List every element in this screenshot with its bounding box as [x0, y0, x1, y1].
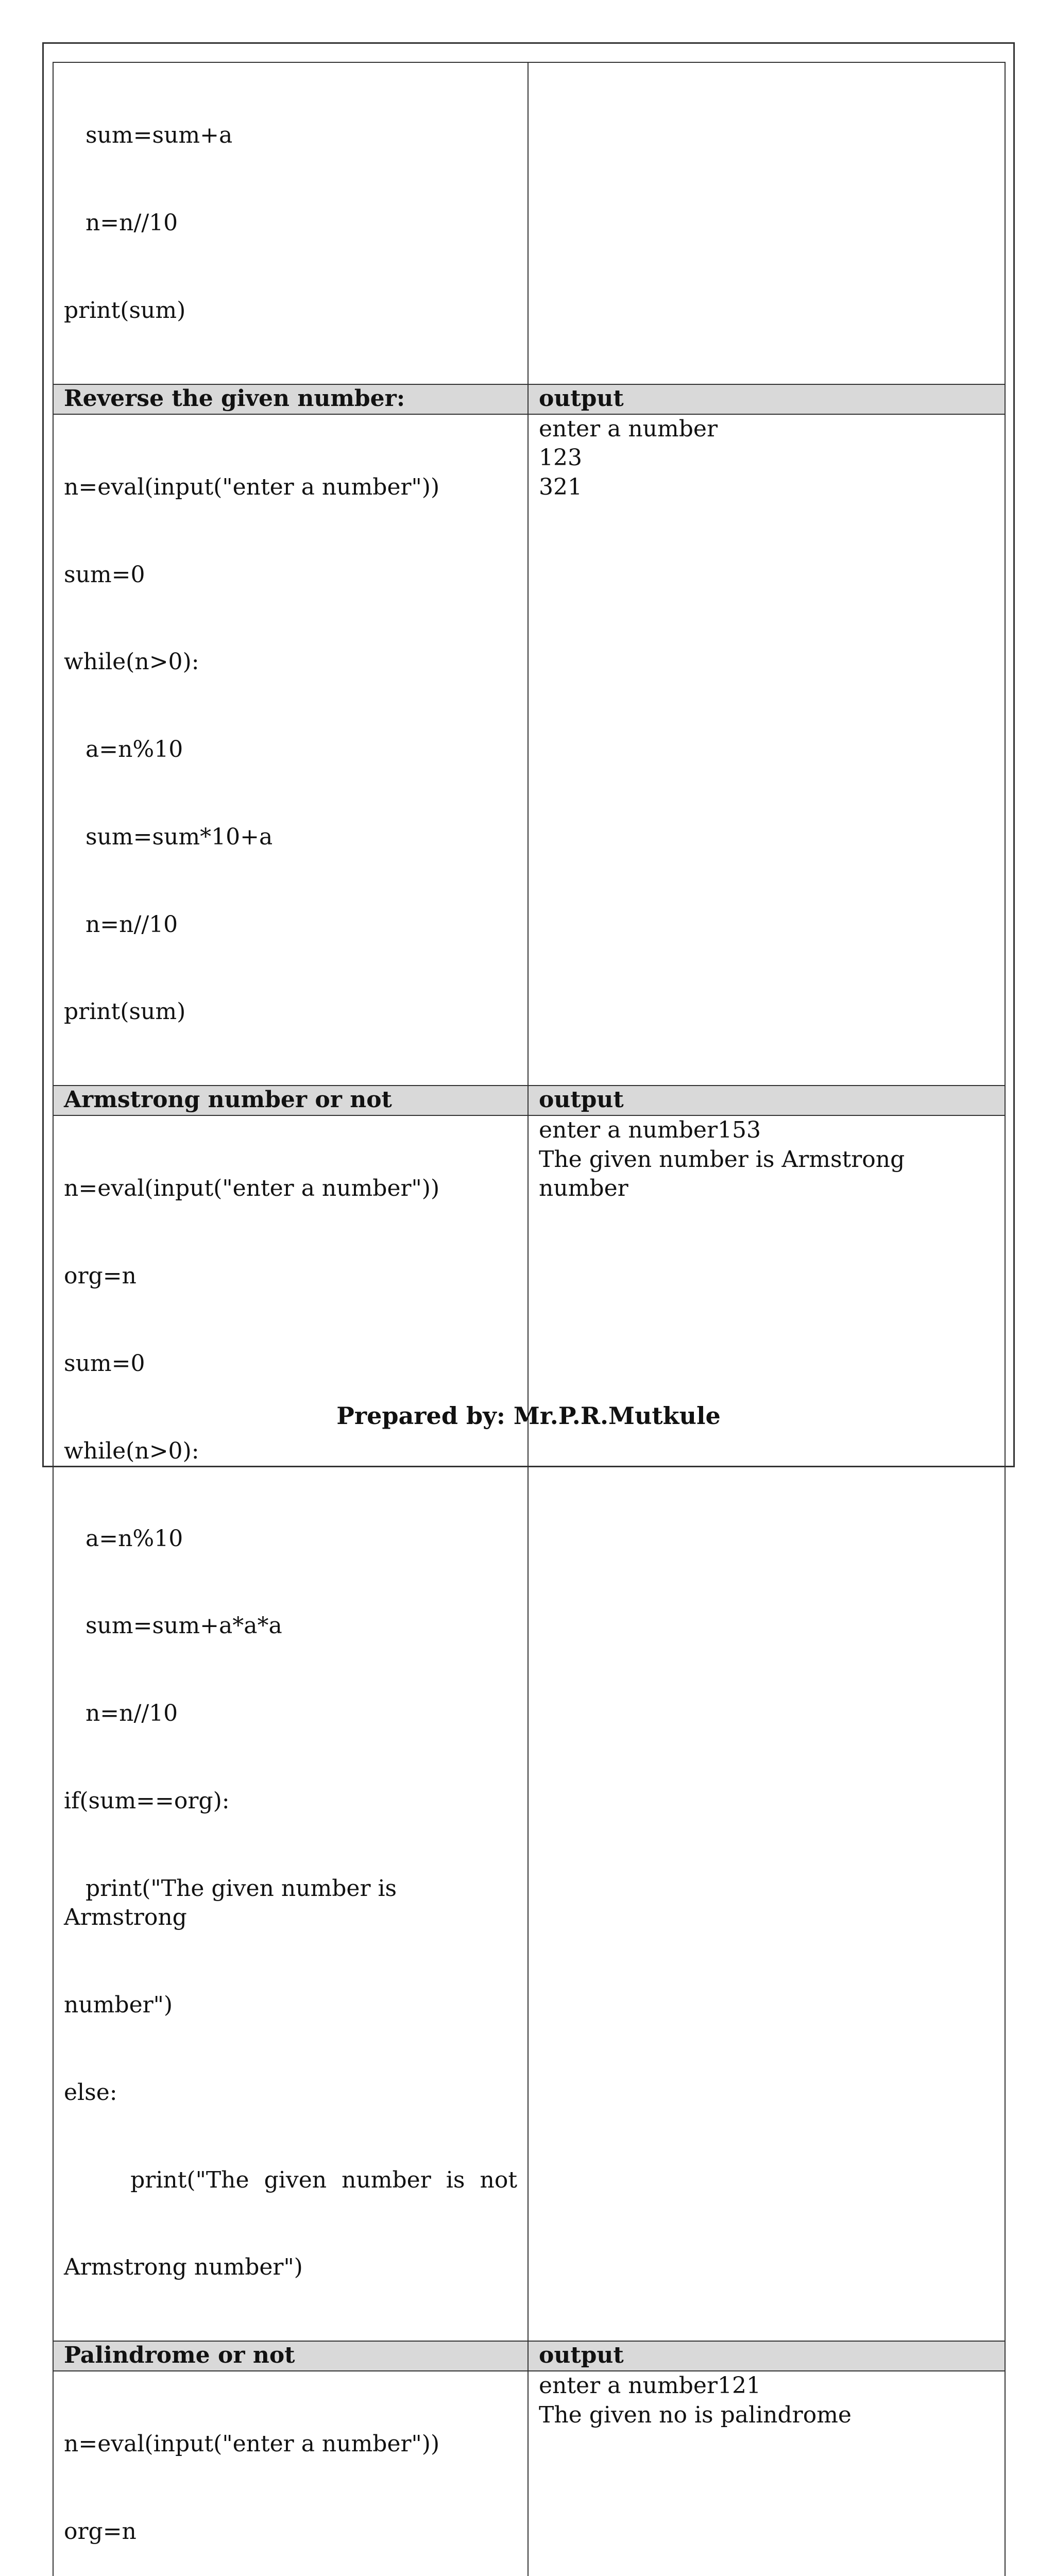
section-title: Palindrome or not: [53, 2341, 528, 2371]
code-line: print("The given number is Armstrong: [64, 1875, 404, 1931]
output-line: enter a number121: [539, 2372, 761, 2399]
output-label: output: [528, 2341, 1005, 2371]
output-line: 321: [539, 473, 582, 500]
code-line: while(n>0):: [64, 649, 199, 675]
code-line: sum=0: [64, 1350, 145, 1377]
code-line: while(n>0):: [64, 1437, 199, 1464]
code-line: a=n%10: [64, 736, 183, 763]
code-line: a=n%10: [64, 1525, 183, 1552]
section-body-armstrong: [53, 1115, 1005, 2341]
section-header-armstrong: [53, 1086, 1005, 1115]
code-line: n=n//10: [64, 911, 178, 938]
section-body-palindrome: [53, 2371, 1005, 2576]
code-line: org=n: [64, 2518, 137, 2545]
output-cell: [528, 2371, 1005, 2576]
output-line: The given no is palindrome: [539, 2401, 852, 2428]
program-table: [53, 62, 1006, 2576]
section-title: Reverse the given number:: [53, 384, 528, 414]
output-cell: [528, 1115, 1005, 2341]
section-body-reverse: [53, 414, 1005, 1086]
output-line: enter a number153: [539, 1117, 761, 1144]
code-cell: [53, 2371, 528, 2576]
code-cell: [53, 414, 528, 1086]
code-line: org=n: [64, 1263, 137, 1290]
output-line: 123: [539, 445, 582, 471]
output-line: The given number is Armstrong number: [539, 1146, 912, 1202]
code-line: number"): [64, 1992, 173, 2018]
code-line: n=n//10: [64, 209, 178, 236]
continuation-row: [53, 62, 1005, 384]
code-line: else:: [64, 2079, 117, 2106]
code-line: n=eval(input("enter a number")): [64, 2431, 440, 2458]
section-header-palindrome: [53, 2341, 1005, 2371]
code-cell: [53, 1115, 528, 2341]
code-line: n=eval(input("enter a number")): [64, 1175, 440, 1202]
code-line: sum=0: [64, 561, 145, 588]
continuation-code-cell: [53, 62, 528, 384]
code-line: print(sum): [64, 297, 186, 324]
output-cell: [528, 414, 1005, 1086]
code-line: if(sum==org):: [64, 1787, 230, 1814]
code-line: sum=sum*10+a: [64, 823, 273, 850]
code-line: Armstrong number"): [64, 2254, 303, 2281]
code-line: sum=sum+a*a*a: [64, 1613, 282, 1639]
prepared-by-footer: Prepared by: Mr.P.R.Mutkule: [336, 1402, 721, 1430]
code-line: print(sum): [64, 998, 186, 1025]
output-label: output: [528, 384, 1005, 414]
section-title: Armstrong number or not: [53, 1086, 528, 1115]
code-line: sum=sum+a: [64, 122, 233, 149]
output-line: enter a number: [539, 415, 718, 442]
section-header-reverse: [53, 384, 1005, 414]
code-line: n=eval(input("enter a number")): [64, 473, 440, 500]
code-line: print("The given number is not: [86, 2166, 518, 2193]
output-label: output: [528, 1086, 1005, 1115]
continuation-output-cell: [528, 62, 1005, 384]
code-line: n=n//10: [64, 1700, 178, 1727]
